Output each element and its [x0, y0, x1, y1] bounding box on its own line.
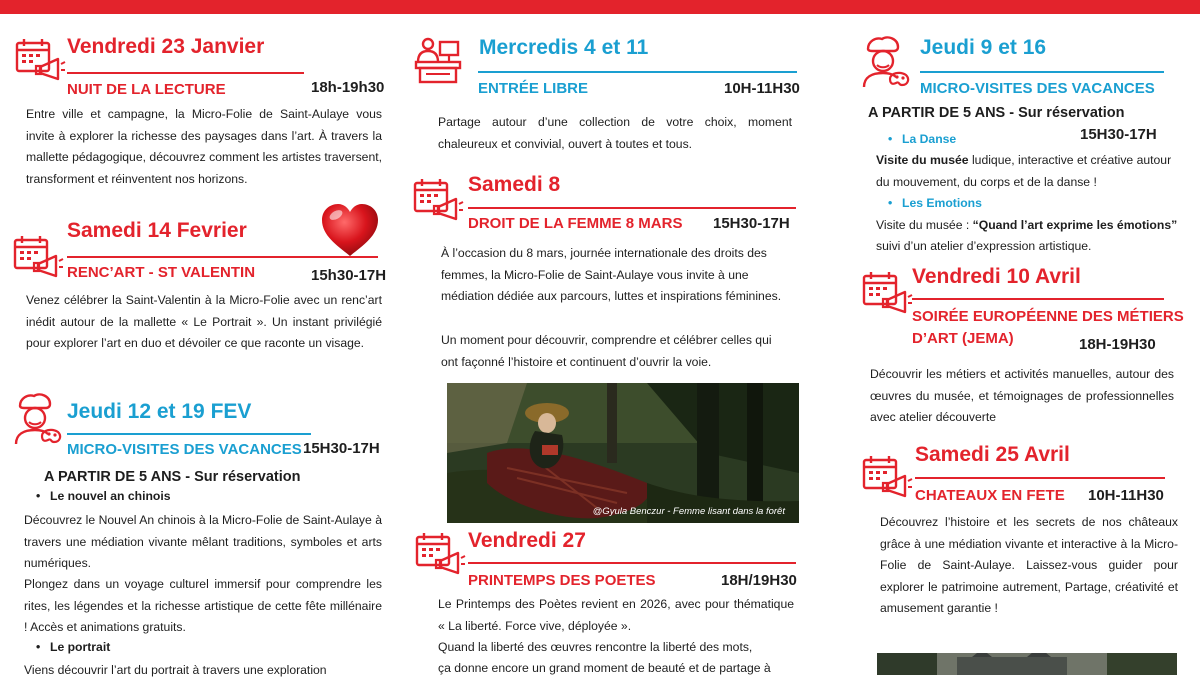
event-time: 15H30-17H: [713, 215, 790, 232]
calendar-megaphone-icon: [861, 270, 913, 316]
top-red-band: [0, 0, 1200, 14]
divider: [478, 71, 797, 73]
list-item: • Le portrait: [36, 640, 110, 654]
event-description: Un moment pour découvrir, comprendre et célébrer celles qui ont façonné l’histoire et continuent d’ouvrir la voie.: [441, 333, 772, 369]
event-description: [876, 150, 1176, 193]
image-credit: @Gyula Benczur - Femme lisant dans la forêt: [592, 506, 785, 517]
event-subtitle: A PARTIR DE 5 ANS - Sur réservation: [44, 469, 301, 485]
event-time: 18H/19H30: [721, 572, 797, 589]
event-time: 15h30-17H: [311, 267, 387, 284]
event-description: Découvrir les métiers et activités manuelles, autour des œuvres du musée, et témoignages de professionnelles avec atelier découverte: [870, 367, 1174, 424]
event-title: DROIT DE LA FEMME 8 MARS: [468, 215, 683, 232]
event-title: MICRO-VISITES DES VACANCES: [67, 441, 302, 458]
heart-icon: [318, 200, 382, 260]
castle-photo-image: [877, 653, 1177, 675]
event-time: 15H30-17H: [1080, 126, 1157, 143]
event-description: suivi d’un atelier d’expression artistique.: [876, 239, 1092, 253]
event-date: Samedi 25 Avril: [915, 443, 1070, 466]
text: Visite du musée :: [876, 218, 973, 232]
event-description: [876, 215, 1196, 237]
event-description: Viens découvrir l’art du portrait à travers une exploration: [24, 663, 327, 677]
person-at-desk-icon: [414, 36, 462, 84]
text-bold: Visite du musée: [876, 153, 969, 167]
divider: [67, 433, 311, 435]
event-date: Vendredi 27: [468, 529, 586, 552]
event-description: Découvrez l’histoire et les secrets de nos châteaux grâce à une médiation vivante et interactive à la Micro-Folie de Saint-Aulaye. Laissez-vous guider pour explorer le patrimoine autrement, Partage, créativité et amusement garantie !: [880, 515, 1178, 615]
calendar-megaphone-icon: [412, 177, 464, 223]
event-description: Venez célébrer la Saint-Valentin à la Micro-Folie avec un renc’art inédit autour de la mallette « Le Portrait ». Un instant privilégié pour explorer l’art en duo et dévoiler ce que raconte un visage.: [26, 293, 382, 350]
event-description: Le Printemps des Poètes revient en 2026, avec pour thématique « La liberté. Force vive, déployée ».: [438, 597, 794, 633]
event-title: CHATEAUX EN FETE: [915, 487, 1065, 504]
event-title: MICRO-VISITES DES VACANCES: [920, 80, 1155, 97]
divider: [920, 71, 1164, 73]
event-title: ENTRÉE LIBRE: [478, 80, 589, 97]
painter-icon: [12, 392, 62, 446]
event-time: 10H-11H30: [1088, 487, 1164, 504]
list-item: • La Danse: [888, 132, 956, 146]
painter-icon: [860, 35, 910, 89]
event-description: À l’occasion du 8 mars, journée internationale des droits des femmes, la Micro-Folie de Saint-Aulaye vous invite à une médiation dédiée aux parcours, luttes et inspirations féminines.: [441, 246, 782, 303]
event-date: Samedi 8: [468, 173, 561, 196]
event-description: Partage autour d’une collection de votre choix, moment chaleureux et convivial, ouvert à toutes et tous.: [438, 115, 792, 151]
event-date: Samedi 14 Fevrier: [67, 219, 247, 242]
text: ludique, interactive et créative autour du mouvement, du corps et de la danse !: [876, 153, 1172, 189]
event-date: Mercredis 4 et 11: [479, 36, 649, 59]
event-description: Quand la liberté des œuvres rencontre la liberté des mots,: [438, 640, 753, 654]
list-item: • Les Emotions: [888, 196, 982, 210]
calendar-megaphone-icon: [14, 37, 66, 83]
event-description: Entre ville et campagne, la Micro-Folie de Saint-Aulaye vous invite à explorer la richesse des paysages dans l’art. À travers la mallette pédagogique, découvrez comment les artistes traversent, transforment et réinventent nos horizons.: [26, 107, 382, 186]
event-title: RENC’ART - ST VALENTIN: [67, 264, 256, 281]
event-subtitle: A PARTIR DE 5 ANS - Sur réservation: [868, 105, 1125, 121]
event-date: Jeudi 9 et 16: [920, 36, 1047, 59]
event-time: 18H-19H30: [1079, 336, 1156, 353]
calendar-megaphone-icon: [12, 234, 64, 280]
event-time: 10H-11H30: [724, 80, 800, 97]
painting-woman-reading-image: [447, 383, 799, 523]
event-date: Vendredi 10 Avril: [912, 265, 1081, 288]
event-description: Plongez dans un voyage culturel immersif pour comprendre les rites, les légendes et la richesse artistique de cette fête millénaire ! Accès et animations gratuits.: [24, 577, 382, 634]
divider: [468, 207, 796, 209]
event-title: NUIT DE LA LECTURE: [67, 81, 226, 98]
event-title: SOIRÉE EUROPÉENNE DES MÉTIERS: [912, 308, 1184, 325]
text-bold: “Quand l’art exprime les émotions”: [972, 218, 1178, 232]
divider: [468, 562, 796, 564]
list-item: • Le nouvel an chinois: [36, 489, 171, 503]
calendar-megaphone-icon: [861, 454, 913, 500]
divider: [912, 298, 1164, 300]
event-date: Jeudi 12 et 19 FEV: [67, 400, 252, 423]
event-description: Découvrez le Nouvel An chinois à la Micro-Folie de Saint-Aulaye à travers une médiation vivante mêlant traditions, symboles et arts numériques.: [24, 513, 382, 570]
divider: [915, 477, 1165, 479]
calendar-megaphone-icon: [414, 531, 466, 577]
event-time: 18h-19h30: [311, 79, 385, 96]
event-time: 15H30-17H: [303, 440, 380, 457]
divider: [67, 256, 378, 258]
event-title: D’ART (JEMA): [912, 330, 1014, 347]
divider: [67, 72, 304, 74]
event-title: PRINTEMPS DES POETES: [468, 572, 656, 589]
event-description: ça donne encore un grand moment de beauté et de partage à: [438, 661, 771, 675]
event-date: Vendredi 23 Janvier: [67, 35, 265, 58]
